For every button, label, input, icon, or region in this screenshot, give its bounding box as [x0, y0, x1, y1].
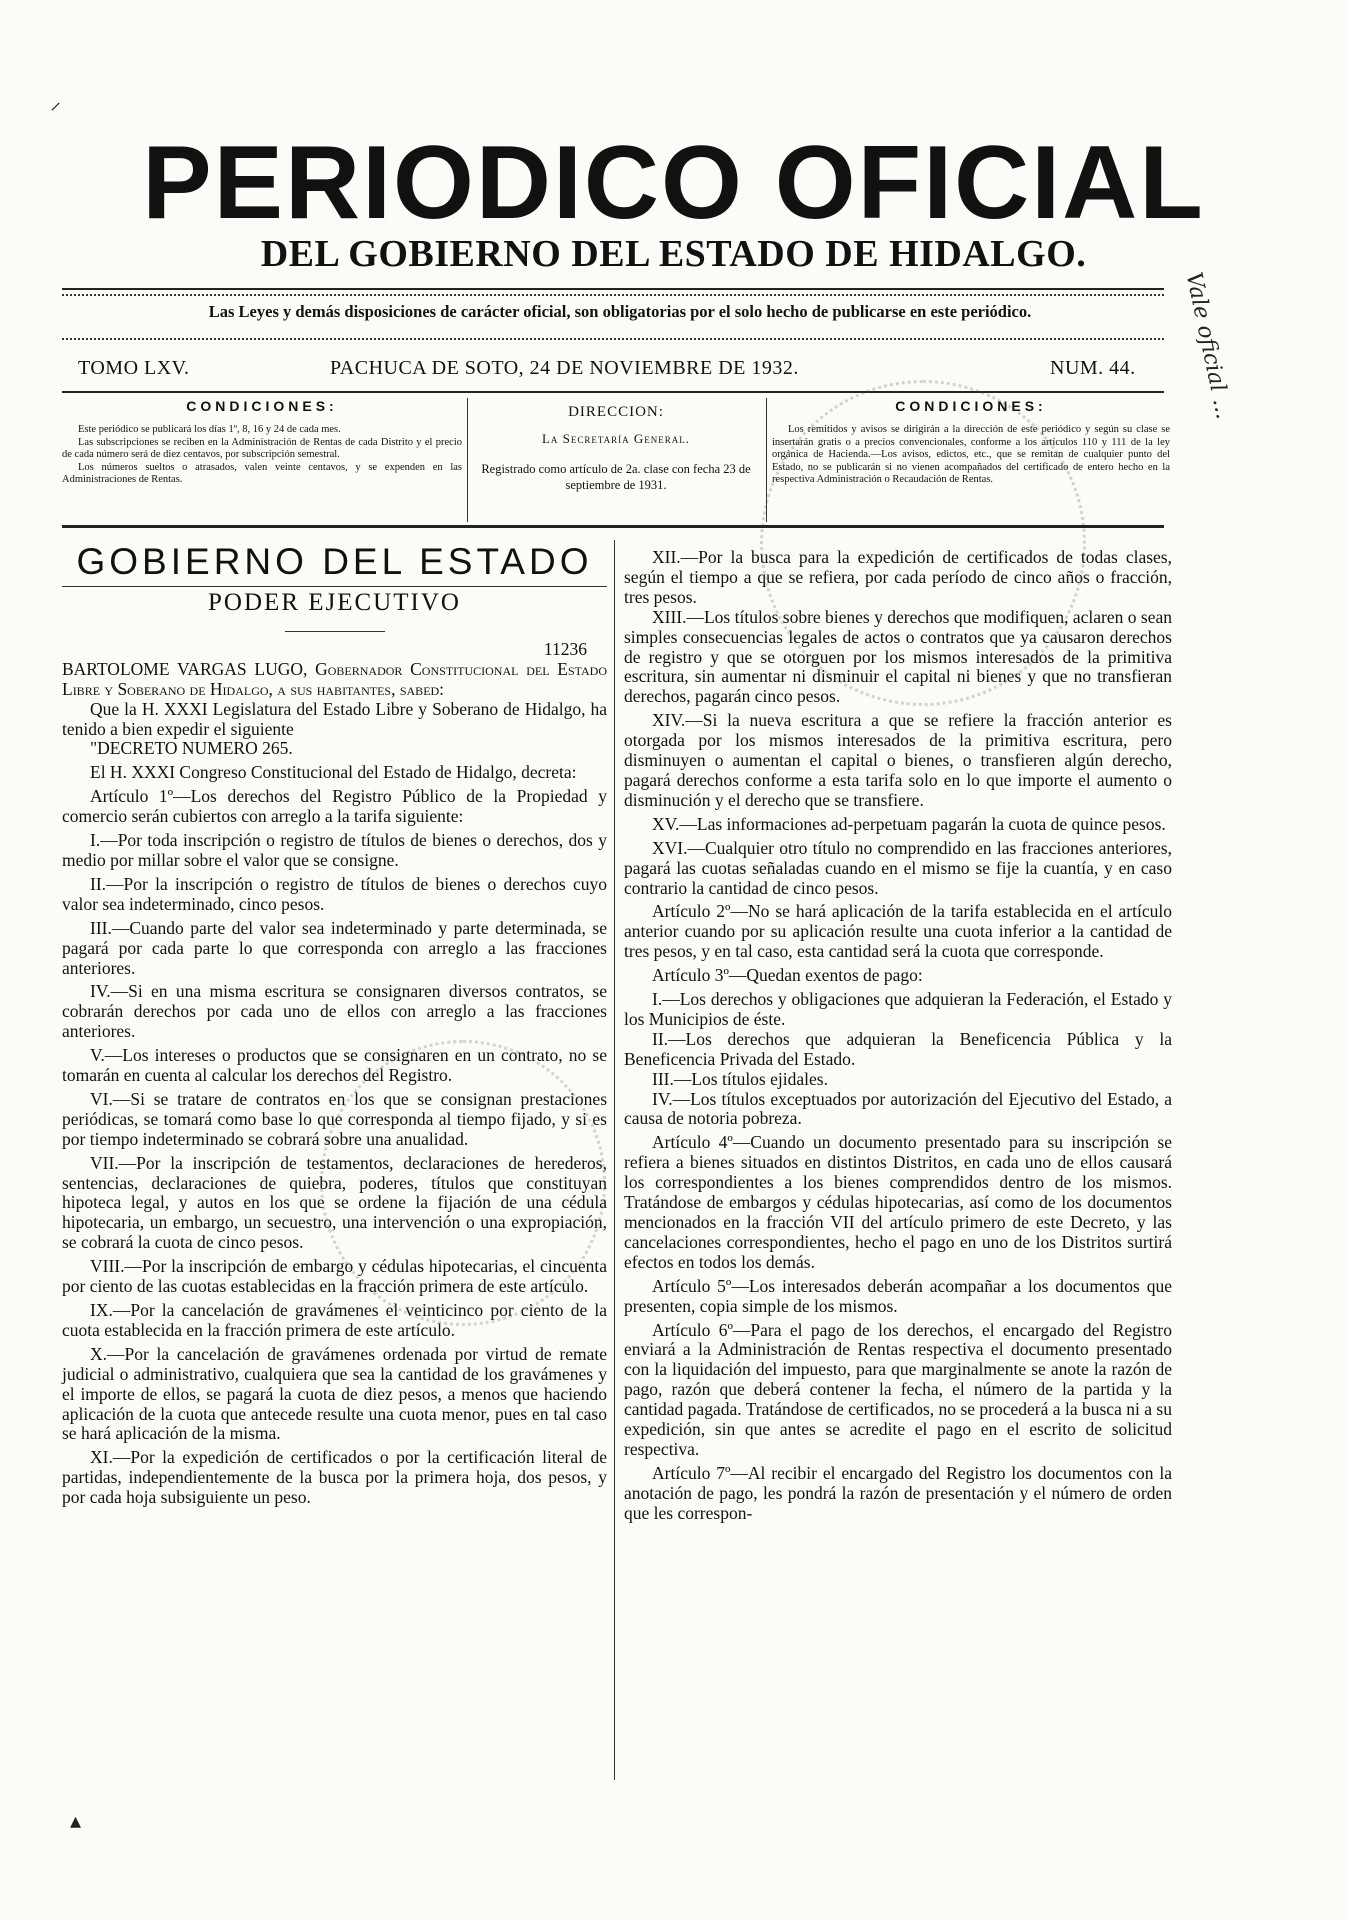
masthead-subtitle: DEL GOBIERNO DEL ESTADO DE HIDALGO. [260, 233, 1087, 275]
faint-stamp [320, 1040, 606, 1326]
paragraph: II.—Los derechos que adquieran la Beneficencia Pública y la Beneficencia Privada del Estado. [624, 1028, 1172, 1069]
header-rule-top [62, 288, 1164, 290]
paragraph: El H. XXXI Congreso Constitucional del Estado de Hidalgo, decreta: [90, 762, 577, 783]
paragraph: XIV.—Si la nueva escritura a que se refiere la fracción anterior es otorgada por los mismos interesados de la primitiva escritura, pero disminuyen o aumentan el capital o bienes, o transfieren algún derecho, pagará derechos conforme a esta tarifa solo en lo que importe el aumento o disminución y el derecho que se transfiere. [624, 710, 1172, 810]
governor-title: Gobernador Constitucional del Estado Libre y Soberano de Hidalgo, a sus habitantes, sabed: [62, 658, 607, 699]
governor-name: BARTOLOME VARGAS LUGO, [62, 658, 308, 679]
paragraph: XVI.—Cualquier otro título no comprendido en las fracciones anteriores, pagará las cuotas señaladas cuando en el mismo se fije la cuantía, y en caso contrario la cantidad de cinco pesos. [624, 837, 1172, 898]
paragraph: Artículo 6º—Para el pago de los derechos, el encargado del Registro enviará a la Administración de Rentas respectiva el documento presentado con la liquidación del impuesto, para que marginalmente se anote la razón de pago, razón que deberá contener la fecha, el número de la partida y la cantidad pagada. Tratándose de certificados, no se procederá a la busca ni a su expedición, sin que antes se acredite el pago en el escrito de solicitud respectiva. [624, 1319, 1172, 1459]
direction-title: DIRECCION: [568, 404, 664, 420]
paragraph: XII.—Por la busca para la expedición de certificados de todas clases, según el tiempo a que se refiera, por cada período de cinco años o fracción, tres pesos. [624, 547, 1172, 607]
paragraph: Que la H. XXXI Legislatura del Estado Libre y Soberano de Hidalgo, ha tenido a bien expedir el siguiente [62, 698, 607, 739]
paragraph: VII.—Por la inscripción de testamentos, declaraciones de herederos, sentencias, declaraciones de quiebra, poderes, títulos que constituyan hipoteca legal, y autos en los que se ordene la fijación de una cédula hipotecaria, un embargo, un secuestro, una intervención o una expropiación, se cobrará la cuota de cinco pesos. [62, 1152, 607, 1253]
header-rule-top-dotted [62, 294, 1164, 296]
section-title: GOBIERNO DEL ESTADO [76, 541, 593, 582]
paragraph: XI.—Por la expedición de certificados o por la certificación literal de partidas, independientemente de la busca por la primera hoja, dos pesos, y por cada hoja subsiguiente un peso. [62, 1447, 607, 1508]
paragraph: IV.—Si en una misma escritura se consignaren diversos contratos, se cobrarán derechos por cada uno de ellos con arreglo a las fracciones anteriores. [62, 981, 607, 1042]
place-date: PACHUCA DE SOTO, 24 DE NOVIEMBRE DE 1932. [330, 357, 799, 379]
paragraph: II.—Por la inscripción o registro de títulos de bienes o derechos cuyo valor sea indeterminado, cinco pesos. [62, 873, 607, 914]
paragraph: III.—Los títulos ejidales. [652, 1068, 828, 1089]
paragraph: IV.—Los títulos exceptuados por autorización del Ejecutivo del Estado, a causa de notoria pobreza. [624, 1088, 1172, 1129]
paragraph: Artículo 4º—Cuando un documento presentado para su inscripción se refiera a bienes situados en distintos Distritos, en cada uno de ellos causará los correspondientes a los bienes comprendidos dentro de los mismos. Tratándose de embargos y cédulas hipotecarias, así como de los documentos mencionados en la fracción VII del artículo primero de este Decreto, y las cancelaciones correspondientes, hecho el pago en uno de los Distritos surtirá efectos en todos los demás. [624, 1132, 1172, 1272]
paragraph: VI.—Si se tratare de contratos en los que se consignan prestaciones periódicas, se tomará como base lo que corresponda al tiempo fijado, y si es por tiempo indeterminado se cobrará sobre una anualidad. [62, 1088, 607, 1149]
paragraph: V.—Los intereses o productos que se consignaren en un contrato, no se tomarán en cuenta al calcular los derechos del Registro. [62, 1045, 607, 1086]
faint-stamp [760, 380, 1086, 706]
decree-number: 11236 [543, 638, 587, 659]
paragraph: "DECRETO NUMERO 265. [90, 738, 293, 759]
conditions-divider-left [467, 398, 468, 522]
paragraph: Artículo 1º—Los derechos del Registro Público de la Propiedad y comercio serán cubiertos con arreglo a la tarifa siguiente: [62, 786, 607, 827]
paragraph: XIII.—Los títulos sobre bienes y derechos que modifiquen, aclaren o sean simples consecuencias legales de actos o contratos que ya causaron derechos de registro y que se otorguen por los mismos interesados de la primitiva escritura, sin aumentar ni disminuir el capital ni bienes y que no transfieran derechos, pagarán cinco pesos. [624, 606, 1172, 707]
section-subtitle: PODER EJECUTIVO [208, 589, 461, 616]
handwritten-margin-note: Vale oficial ... [1180, 270, 1237, 422]
paragraph: VIII.—Por la inscripción de embargo y cédulas hipotecarias, el cincuenta por ciento de las cuotas establecidas en la fracción primera de este artículo. [62, 1256, 607, 1297]
conditions-left-p3: Los números sueltos o atrasados, valen veinte centavos, y se expenden en las Administraciones de Rentas. [62, 461, 462, 485]
paragraph: I.—Por toda inscripción o registro de títulos de bienes o derechos, dos y medio por millar sobre el valor que se consigne. [62, 830, 607, 870]
paragraph: Artículo 5º—Los interesados deberán acompañar a los documentos que presenten, copia simple de los mismos. [624, 1275, 1172, 1316]
stray-mark: ⸝ [50, 89, 62, 114]
section-short-rule [285, 631, 385, 632]
paragraph: XV.—Las informaciones ad-perpetuam pagarán la cuota de quince pesos. [652, 813, 1166, 834]
paragraph: III.—Cuando parte del valor sea indeterminado y parte determinada, se pagará por cada parte lo que corresponda con arreglo a las fracciones anteriores. [62, 917, 607, 978]
paragraph: IX.—Por la cancelación de gravámenes el veinticinco por ciento de la cuota establecida en la fracción primera de este artículo. [62, 1300, 607, 1340]
masthead-title: PERIODICO OFICIAL [142, 125, 1205, 241]
legal-notice: Las Leyes y demás disposiciones de carácter oficial, son obligatorias por el solo hecho de publicarse en este periódico. [208, 302, 1032, 321]
stray-mark: ▴ [70, 1808, 82, 1833]
conditions-left-p1: Este periódico se publicará los días 1º, 8, 16 y 24 de cada mes. [78, 424, 341, 435]
conditions-left-p2: Las subscripciones se reciben en la Administración de Rentas de cada Distrito y el precio de cada número será de diez centavos, por subscripción semestral. [62, 436, 462, 460]
conditions-right-p1: Los remitidos y avisos se dirigirán a la dirección de este periódico y según su clase se insertarán gratis o a precios convencionales, conforme a los artículos 110 y 111 de la ley orgánica de Hacienda.—Los avisos, edictos, etc., que se remitan de cualquier punto del Estado, no se publicarán si no vienen acompañados del certificado de entero hecho en la respectiva Administración o Recaudación de Rentas. [772, 424, 1170, 485]
conditions-left-title: CONDICIONES: [186, 398, 338, 414]
paragraph: Artículo 2º—No se hará aplicación de la tarifa establecida en el artículo anterior cuando por su aplicación resulte una cuota inferior a la cantidad de tres pesos, y en tal caso, esta cantidad será la cuota que corresponde. [624, 901, 1172, 962]
column-divider [614, 540, 615, 1780]
registration-note: Registrado como artículo de 2a. clase con fecha 23 de septiembre de 1931. [481, 462, 751, 492]
section-title-rule [62, 586, 607, 587]
paragraph: X.—Por la cancelación de gravámenes ordenada por virtud de remate judicial o administrativo, cualquiera que sea la cantidad de los gravámenes y el importe de ellos, se pagará la cuota de diez pesos, a menos que haciendo aplicación de la cuota que antecede resulte una cuota menor, pues en tal caso se hará aplicación de la misma. [62, 1343, 607, 1444]
left-column [62, 540, 607, 1508]
paragraph: Artículo 3º—Quedan exentos de pago: [652, 965, 923, 986]
conditions-left [62, 398, 462, 487]
direction-sub: La Secretaría General. [541, 431, 691, 446]
paragraph: Artículo 7º—Al recibir el encargado del Registro los documentos con la anotación de pago, les pondrá la razón de presentación y el número de orden que les correspon- [624, 1462, 1172, 1523]
conditions-right-title: CONDICIONES: [895, 398, 1047, 414]
direction-box [470, 404, 762, 493]
issue-number: NUM. 44. [1050, 357, 1136, 379]
tomo-label: TOMO LXV. [78, 357, 190, 379]
paragraph: I.—Los derechos y obligaciones que adquieran la Federación, el Estado y los Municipios de éste. [624, 989, 1172, 1029]
